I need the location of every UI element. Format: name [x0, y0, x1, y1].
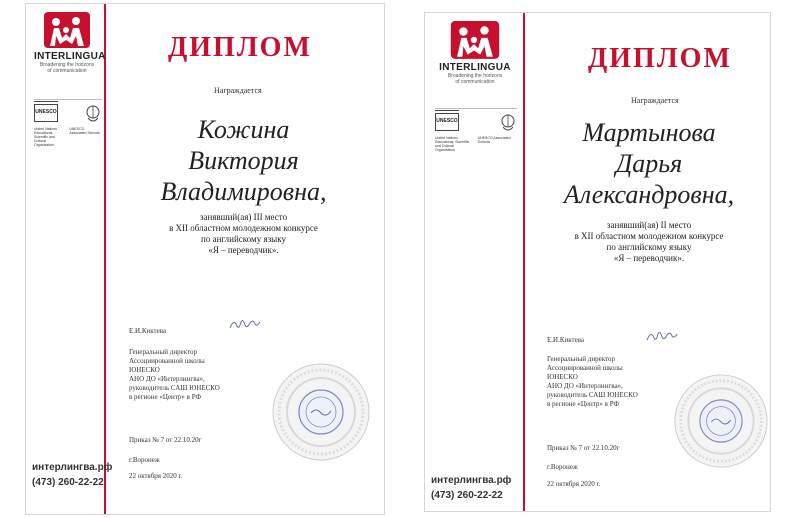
partner-logos — [34, 99, 102, 147]
partner-logos — [435, 108, 517, 152]
awarded-label: Награждается — [214, 86, 262, 95]
aspnet-caption: UNESCO Associated Schools — [69, 127, 100, 135]
website: интерлингва.рф — [431, 475, 512, 486]
signer-name: Е.И.Киктева — [129, 327, 167, 335]
achievement-text: занявший(ая) II место в XII областном молодежном конкурсе по английскому языку «Я – переводчик». — [574, 220, 724, 263]
city: г.Воронеж — [129, 456, 160, 464]
interlingua-logo — [34, 12, 106, 74]
signature-icon — [645, 328, 679, 344]
achievement-text: занявший(ая) III место в XII областном молодежном конкурсе по английскому языку «Я – переводчик». — [169, 212, 318, 255]
interlingua-logo — [437, 21, 513, 85]
brand-tagline-2: of communication — [455, 79, 495, 85]
date: 22 октября 2020 г. — [129, 472, 183, 480]
unesco-logo: UNESCO — [34, 104, 58, 122]
aspnet-caption: UNESCO Associated Schools — [477, 136, 511, 144]
contacts — [32, 460, 112, 490]
awarded-label: Награждается — [631, 96, 679, 105]
date: 22 октября 2020 г. — [547, 480, 601, 488]
contacts — [431, 473, 523, 503]
seal-stamp-icon — [271, 362, 371, 462]
aspnet-icon — [84, 104, 102, 124]
seal-stamp-icon — [673, 373, 769, 469]
diploma-title: ДИПЛОМ — [168, 32, 312, 63]
unesco-caption: United Nations Educational, Scientific and Cultural Organization — [435, 136, 470, 152]
unesco-caption: United Nations Educational, Scientific and Cultural Organization — [34, 127, 57, 147]
brand-tagline-1: Broadening the horizons — [447, 73, 503, 79]
order-number: Приказ № 7 от 22.10.20г — [547, 444, 620, 452]
diploma-title: ДИПЛОМ — [588, 43, 732, 74]
diploma-1 — [25, 3, 385, 515]
left-strip — [26, 4, 113, 514]
family-icon — [448, 21, 502, 61]
signature-icon — [228, 316, 262, 332]
website: интерлингва.рф — [32, 462, 113, 473]
city: г.Воронеж — [547, 463, 578, 471]
phone: (473) 260-22-22 — [431, 490, 503, 501]
family-icon — [42, 12, 92, 50]
signer-name: Е.И.Киктева — [547, 336, 585, 344]
brand-tagline-1: Broadening the horizons — [39, 62, 95, 68]
brand-name: INTERLINGUA — [34, 51, 106, 62]
aspnet-icon — [499, 113, 517, 133]
signer-position: Генеральный директор Ассоциированной школы ЮНЕСКО АНО ДО «Интерлингва», руководитель САШ ЮНЕСКО в регионе «Центр» в РФ — [547, 355, 638, 408]
recipient-name: Мартынова Дарья Александровна, — [563, 118, 735, 209]
brand-tagline-2: of communication — [47, 68, 87, 74]
diploma-2 — [424, 12, 771, 512]
recipient-name: Кожина Виктория Владимировна, — [160, 115, 327, 206]
unesco-logo: UNESCO — [435, 113, 459, 131]
left-strip — [425, 13, 525, 511]
brand-name: INTERLINGUA — [439, 62, 511, 73]
order-number: Приказ № 7 от 22.10.20г — [129, 436, 202, 444]
signer-position: Генеральный директор Ассоциированной школы ЮНЕСКО АНО ДО «Интерлингва», руководитель САШ ЮНЕСКО в регионе «Центр» в РФ — [129, 348, 220, 401]
phone: (473) 260-22-22 — [32, 477, 104, 488]
